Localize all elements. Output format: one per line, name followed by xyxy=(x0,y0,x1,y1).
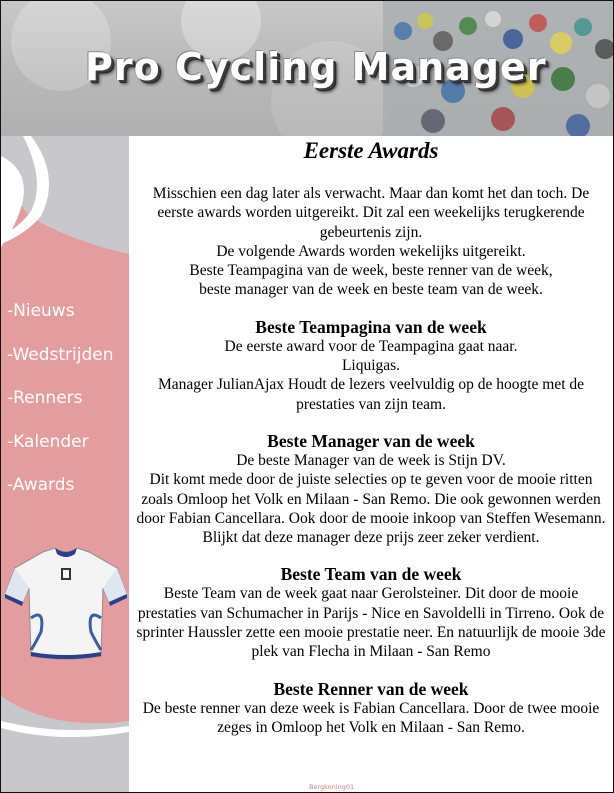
section-line: Beste Team van de week gaat naar Gerolsteiner. Dit door de mooie prestaties van Schumacher in Parijs - Nice en Savoldelli in Tirreno. Ook de sprinter Haussler zette een mooie prestatie neer. En natuurlijk de mooie 3de plek van Flecha in Milaan - San Remo xyxy=(136,585,606,661)
nav-item-nieuws[interactable]: -Nieuws xyxy=(7,301,75,321)
section-line: De beste Manager van de week is Stijn DV. xyxy=(236,451,506,469)
nav-item-awards[interactable]: -Awards xyxy=(7,475,75,495)
nav-item-renners[interactable]: -Renners xyxy=(7,388,83,408)
section-line: De eerste award voor de Teampagina gaat naar. xyxy=(224,337,518,355)
section-line: Manager JulianAjax Houdt de lezers veelvuldig op de hoogte met de prestaties van zijn team. xyxy=(157,376,585,413)
intro-paragraph: Misschien een dag later als verwacht. Maar dan komt het dan toch. De eerste awards worden uitgereikt. Dit zal een weekelijks terugkerende gebeurtenis zijn. xyxy=(152,185,590,241)
nav-item-wedstrijden[interactable]: -Wedstrijden xyxy=(7,344,114,365)
section-line: Liquigas. xyxy=(341,357,401,375)
intro-line: Beste Teampagina van de week, beste renner van de week, xyxy=(189,262,553,280)
footer-credit: Bergkoning01 xyxy=(309,783,355,791)
article-title: Eerste Awards xyxy=(303,138,439,163)
banner-title: Pro Cycling Manager xyxy=(85,45,547,89)
article xyxy=(135,137,607,737)
section-heading-manager: Beste Manager van de week xyxy=(267,430,475,451)
header-banner xyxy=(1,1,613,136)
sidebar xyxy=(1,136,129,792)
main-nav xyxy=(7,296,114,514)
intro-line: beste manager van de week en beste team van de week. xyxy=(199,281,543,299)
section-heading-renner: Beste Renner van de week xyxy=(273,678,469,699)
section-line: Dit komt mede door de juiste selecties op te geven voor de mooie ritten zoals Omloop het Volk en Milaan - San Remo. Die ook gewonnen werden door Fabian Cancellara. Ook door de mooie inkoop van Steffen Wesemann. Blijkt dat deze manager deze prijs zeer zeker verdient. xyxy=(136,471,606,547)
section-line: De beste renner van deze week is Fabian Cancellara. Door de twee mooie zeges in Omloop het Volk en Milaan - San Remo. xyxy=(142,699,600,736)
section-heading-teampagina: Beste Teampagina van de week xyxy=(255,316,487,337)
nav-item-kalender[interactable]: -Kalender xyxy=(7,431,89,452)
intro-line: De volgende Awards worden wekelijks uitgereikt. xyxy=(216,242,526,260)
section-heading-team: Beste Team van de week xyxy=(280,564,462,585)
team-jersey-image xyxy=(5,548,127,660)
